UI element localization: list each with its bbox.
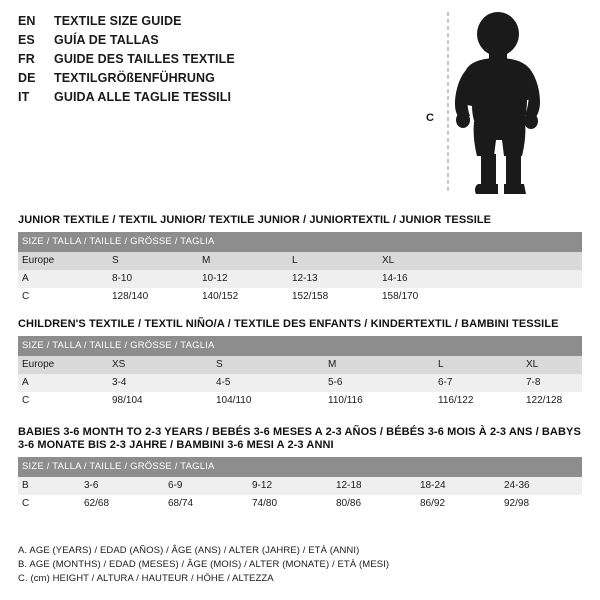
column-header: XL — [522, 356, 582, 374]
cell-value: 116/122 — [434, 392, 522, 410]
header-row — [18, 88, 318, 107]
header-titles — [18, 12, 318, 107]
cell-value: 104/110 — [212, 392, 324, 410]
cell-value: 7-8 — [522, 374, 582, 392]
cell-value: 8-10 — [108, 270, 198, 288]
language-code: DE — [18, 71, 36, 85]
row-label: A — [18, 374, 108, 392]
cell-value: 3-4 — [108, 374, 212, 392]
cell-value: 98/104 — [108, 392, 212, 410]
header-row — [18, 12, 318, 31]
cell-value: 12-18 — [332, 477, 416, 495]
column-header: XL — [378, 252, 582, 270]
column-header: M — [324, 356, 434, 374]
row-label: C — [18, 392, 108, 410]
cell-value: 140/152 — [198, 288, 288, 306]
table-subheader-row — [18, 457, 582, 477]
column-header: L — [434, 356, 522, 374]
row-label: C — [18, 288, 108, 306]
header-title: GUIDA ALLE TAGLIE TESSILI — [54, 90, 232, 104]
table-row — [18, 374, 582, 392]
column-header: M — [198, 252, 288, 270]
row-label: C — [18, 495, 80, 513]
cell-value: 3-6 — [80, 477, 164, 495]
cell-value: 4-5 — [212, 374, 324, 392]
language-code: EN — [18, 14, 36, 28]
table-subheader: SIZE / TALLA / TAILLE / GRÖSSE / TAGLIA — [18, 336, 582, 356]
table-subheader: SIZE / TALLA / TAILLE / GRÖSSE / TAGLIA — [18, 232, 582, 252]
section-babies — [18, 426, 582, 513]
section-title: JUNIOR TEXTILE / TEXTIL JUNIOR/ TEXTILE JUNIOR / JUNIORTEXTIL / JUNIOR TESSILE — [18, 214, 492, 226]
header-row — [18, 69, 318, 88]
children-size-table — [18, 336, 582, 410]
child-silhouette-icon — [426, 8, 586, 198]
cell-value: 74/80 — [248, 495, 332, 513]
language-code: FR — [18, 52, 35, 66]
cell-value: 14-16 — [378, 270, 582, 288]
header-title: GUIDE DES TAILLES TEXTILE — [54, 52, 235, 66]
section-title: BABIES 3-6 MONTH TO 2-3 YEARS / BEBÉS 3-6 MESES A 2-3 AÑOS / BÉBÉS 3-6 MOIS À 2-3 ANS / BABYS 3-6 MONATE BIS 2-3 JAHRE / BAMBINI 3-6 MESI A 2-3 ANNI — [18, 426, 581, 451]
cell-value: 158/170 — [378, 288, 582, 306]
table-row — [18, 495, 582, 513]
column-header: XS — [108, 356, 212, 374]
header-row — [18, 50, 318, 69]
section-title: CHILDREN'S TEXTILE / TEXTIL NIÑO/A / TEXTILE DES ENFANTS / KINDERTEXTIL / BAMBINI TESSILE — [18, 318, 559, 330]
header-title: TEXTILGRÖßENFÜHRUNG — [54, 71, 215, 85]
cell-value: 62/68 — [80, 495, 164, 513]
table-row — [18, 392, 582, 410]
cell-value: 9-12 — [248, 477, 332, 495]
table-row — [18, 252, 582, 270]
row-label: B — [18, 477, 80, 495]
cell-value: 152/158 — [288, 288, 378, 306]
cell-value: 128/140 — [108, 288, 198, 306]
junior-size-table — [18, 232, 582, 306]
language-code: ES — [18, 33, 35, 47]
cell-value: 68/74 — [164, 495, 248, 513]
cell-value: 12-13 — [288, 270, 378, 288]
section-children — [18, 318, 582, 410]
cell-value: 24-36 — [500, 477, 582, 495]
language-code: IT — [18, 90, 30, 104]
table-subheader: SIZE / TALLA / TAILLE / GRÖSSE / TAGLIA — [18, 457, 582, 477]
column-header: Europe — [18, 252, 108, 270]
section-junior — [18, 214, 582, 306]
table-row — [18, 270, 582, 288]
table-row — [18, 288, 582, 306]
table-row — [18, 356, 582, 374]
cell-value: 86/92 — [416, 495, 500, 513]
column-header: Europe — [18, 356, 108, 374]
footnote-c: C. (cm) HEIGHT / ALTURA / HAUTEUR / HÖHE / ALTEZZA — [18, 573, 274, 584]
cell-value: 92/98 — [500, 495, 582, 513]
table-subheader-row — [18, 336, 582, 356]
table-row — [18, 477, 582, 495]
header-title: TEXTILE SIZE GUIDE — [54, 14, 182, 28]
header-row — [18, 31, 318, 50]
cell-value: 5-6 — [324, 374, 434, 392]
cell-value: 6-9 — [164, 477, 248, 495]
cell-value: 122/128 — [522, 392, 582, 410]
cell-value: 110/116 — [324, 392, 434, 410]
cell-value: 6-7 — [434, 374, 522, 392]
cell-value: 18-24 — [416, 477, 500, 495]
footnote-a: A. AGE (YEARS) / EDAD (AÑOS) / ÂGE (ANS) / ALTER (JAHRE) / ETÀ (ANNI) — [18, 545, 360, 556]
column-header: L — [288, 252, 378, 270]
column-header: S — [212, 356, 324, 374]
header-title: GUÍA DE TALLAS — [54, 33, 159, 47]
footnote-b: B. AGE (MONTHS) / EDAD (MESES) / ÂGE (MOIS) / ALTER (MONATE) / ETÀ (MESI) — [18, 559, 390, 570]
figure-child-height — [426, 8, 586, 198]
cell-value: 80/86 — [332, 495, 416, 513]
measure-label-c: C — [426, 112, 434, 124]
table-subheader-row — [18, 232, 582, 252]
babies-size-table — [18, 457, 582, 513]
column-header: S — [108, 252, 198, 270]
cell-value: 10-12 — [198, 270, 288, 288]
footnotes — [18, 544, 582, 586]
row-label: A — [18, 270, 108, 288]
